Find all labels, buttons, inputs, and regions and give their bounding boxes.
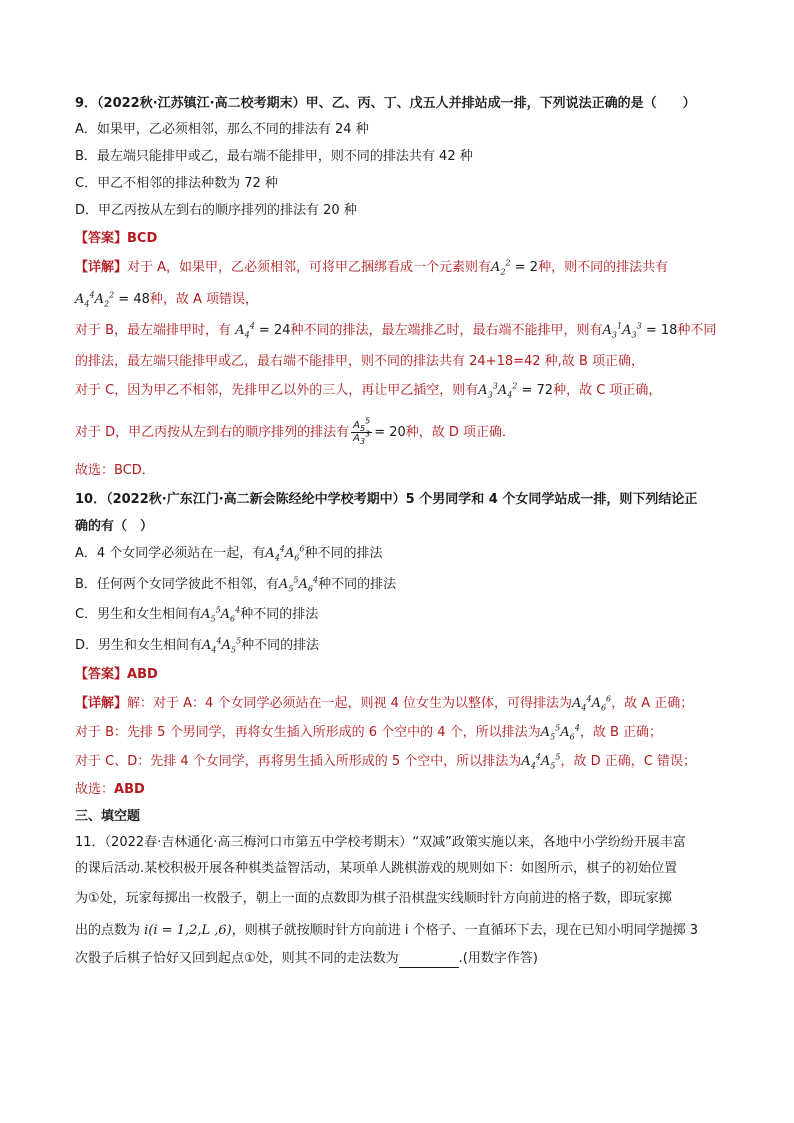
- detail-text: 对于 C，因为甲乙不相邻，先排甲乙以外的三人，再让甲乙插空，则有: [75, 383, 479, 398]
- detail-text: 种不同的排法，最左端排乙时，最右端不能排甲，则有: [290, 323, 603, 338]
- detail-text: 种，则不同的排法共有: [538, 260, 669, 275]
- q9-answer: [75, 230, 157, 248]
- math-expression: $A_4^4A_6^6$: [571, 694, 612, 713]
- question-text: 出的点数为: [75, 923, 141, 938]
- q9-detail-line-3: [75, 322, 716, 340]
- math-value: = 48: [118, 292, 150, 307]
- q11-line-2: 的课后活动.某校积极开展各种棋类益智活动，某项单人跳棋游戏的规则如下：如图所示，棋子的初始位置: [75, 861, 678, 876]
- math-value: = 2: [514, 260, 539, 275]
- q10-detail-line-1: [75, 695, 693, 713]
- answer-label: 【答案】: [75, 667, 128, 682]
- answer-blank[interactable]: [399, 953, 459, 968]
- q9-detail-line-5: [75, 382, 661, 400]
- q9-conclusion: 故选：BCD．: [75, 463, 155, 478]
- q9-option-c: C．甲乙不相邻的排法种数为 72 种: [75, 176, 278, 191]
- q9-detail-line-1: [75, 259, 668, 277]
- q10-option-d: [75, 637, 319, 655]
- q11-line-4: [75, 922, 698, 940]
- math-expression: $A_5^5A_6^4$: [278, 575, 319, 594]
- option-text: B．任何两个女同学彼此不相邻，有: [75, 577, 279, 592]
- option-text: 种不同的排法: [318, 577, 397, 592]
- conclusion-value: ABD: [114, 782, 145, 797]
- detail-text: 对于 D，甲乙丙按从左到右的顺序排列的排法有: [75, 425, 350, 440]
- q9-detail-line-2: [75, 291, 258, 309]
- math-value: = 20: [374, 425, 406, 440]
- conclusion-label: 故选：: [75, 782, 115, 797]
- q11-line-3: 为①处，玩家每掷出一枚骰子，朝上一面的点数即为棋子沿棋盘实线顺时针方向前进的格子数，即玩家掷: [75, 891, 672, 906]
- option-text: A．4 个女同学必须站在一起，有: [75, 546, 266, 561]
- q9-detail-line-4: 的排法，最左端只能排甲或乙，最右端不能排甲，则不同的排法共有 24+18=42 种,故 B 项正确，: [75, 354, 644, 369]
- math-value: = 24: [258, 323, 291, 338]
- q10-stem-line-1: 10．（2022秋·广东江门·高二新会陈经纶中学校考期中）5 个男同学和 4 个女同学站成一排，则下列结论正: [75, 492, 698, 507]
- math-value: = 18: [645, 323, 678, 338]
- q10-stem-line-2: 确的有（ ）: [75, 519, 154, 534]
- question-text: 次骰子后棋子恰好又回到起点①处，则其不同的走法数为: [75, 951, 399, 966]
- detail-text: 对于 B，最左端排甲时，有: [75, 323, 232, 338]
- q9-option-a: A．如果甲，乙必须相邻，那么不同的排法有 24 种: [75, 122, 369, 137]
- math-expression: i(i = 1,2,L ,6): [144, 923, 232, 938]
- q10-detail-line-3: [75, 753, 696, 771]
- fraction: $\frac{A_5^5}{A_3^3}$: [353, 416, 371, 446]
- math-expression: $A_4^4A_5^5$: [202, 636, 242, 655]
- math-expression: $A_3^3A_4^2$: [478, 381, 518, 400]
- answer-value: ABD: [127, 667, 158, 682]
- q10-option-b: [75, 576, 396, 594]
- q9-stem: 9．（2022秋·江苏镇江·高二校考期末）甲、乙、丙、丁、戊五人并排站成一排，下列说法正确的是（ ）: [75, 96, 696, 111]
- math-expression: $A_3^1A_3^3$: [602, 321, 642, 340]
- option-text: C．男生和女生相间有: [75, 607, 202, 622]
- math-expression: $A_5^5A_6^4$: [540, 723, 580, 742]
- math-expression: $A_4^4A_2^2$: [75, 290, 115, 309]
- option-text: D．男生和女生相间有: [75, 638, 203, 653]
- q10-option-a: [75, 545, 382, 563]
- detail-text: 对于 B：先排 5 个男同学，再将女生插入所形成的 6 个空中的 4 个，所以排法为: [75, 725, 541, 740]
- q10-option-c: [75, 606, 318, 624]
- detail-label: 【详解】: [75, 260, 128, 275]
- math-value: = 72: [521, 383, 554, 398]
- q10-answer: [75, 666, 158, 684]
- detail-text: 种不同: [677, 323, 717, 338]
- q10-detail-line-2: [75, 724, 662, 742]
- detail-text: 种，故 A 项错误，: [149, 292, 259, 307]
- answer-value: BCD: [127, 231, 158, 246]
- option-text: 种不同的排法: [304, 546, 383, 561]
- math-expression: $A_5^5A_6^4$: [201, 605, 241, 624]
- detail-label: 【详解】: [75, 696, 128, 711]
- detail-text: 对于 C、D：先排 4 个女同学，再将男生插入所形成的 5 个空中，所以排法为: [75, 754, 522, 769]
- option-text: 种不同的排法: [241, 638, 320, 653]
- math-expression: $A_4^4A_6^6$: [265, 544, 305, 563]
- detail-text: ，故 A 正确；: [611, 696, 694, 711]
- answer-label: 【答案】: [75, 231, 128, 246]
- detail-text: 对于 A，如果甲，乙必须相邻，可将甲乙捆绑看成一个元素则有: [127, 260, 492, 275]
- q10-conclusion: [75, 781, 145, 799]
- detail-text: 种，故 D 项正确．: [405, 425, 516, 440]
- q11-line-1: 11．（2022春·吉林通化·高三梅河口市第五中学校考期末）“双减”政策实施以来，各地中小学纷纷开展丰富: [75, 835, 686, 850]
- q9-option-d: D．甲乙丙按从左到右的顺序排列的排法有 20 种: [75, 203, 357, 218]
- q11-line-5: [75, 950, 538, 968]
- question-text: .(用数字作答): [458, 951, 538, 966]
- section-heading: 三、填空题: [75, 809, 141, 824]
- math-expression: $A_2^2$: [491, 258, 511, 277]
- math-expression: $A_4^4$: [235, 321, 255, 340]
- detail-text: 种，故 C 项正确，: [553, 383, 662, 398]
- detail-text: ，故 D 正确，C 错误；: [560, 754, 696, 769]
- detail-text: 解：对于 A：4 个女同学必须站在一起，则视 4 位女生为以整体，可得排法为: [127, 696, 572, 711]
- detail-text: ，故 B 正确；: [579, 725, 663, 740]
- q9-detail-line-6: [75, 416, 516, 446]
- math-expression: $A_4^4A_5^5$: [521, 752, 561, 771]
- q9-option-b: B．最左端只能排甲或乙，最右端不能排甲，则不同的排法共有 42 种: [75, 149, 473, 164]
- option-text: 种不同的排法: [240, 607, 319, 622]
- question-text: ，则棋子就按顺时针方向前进 i 个格子、一直循环下去，现在已知小明同学抛掷 3: [231, 923, 699, 938]
